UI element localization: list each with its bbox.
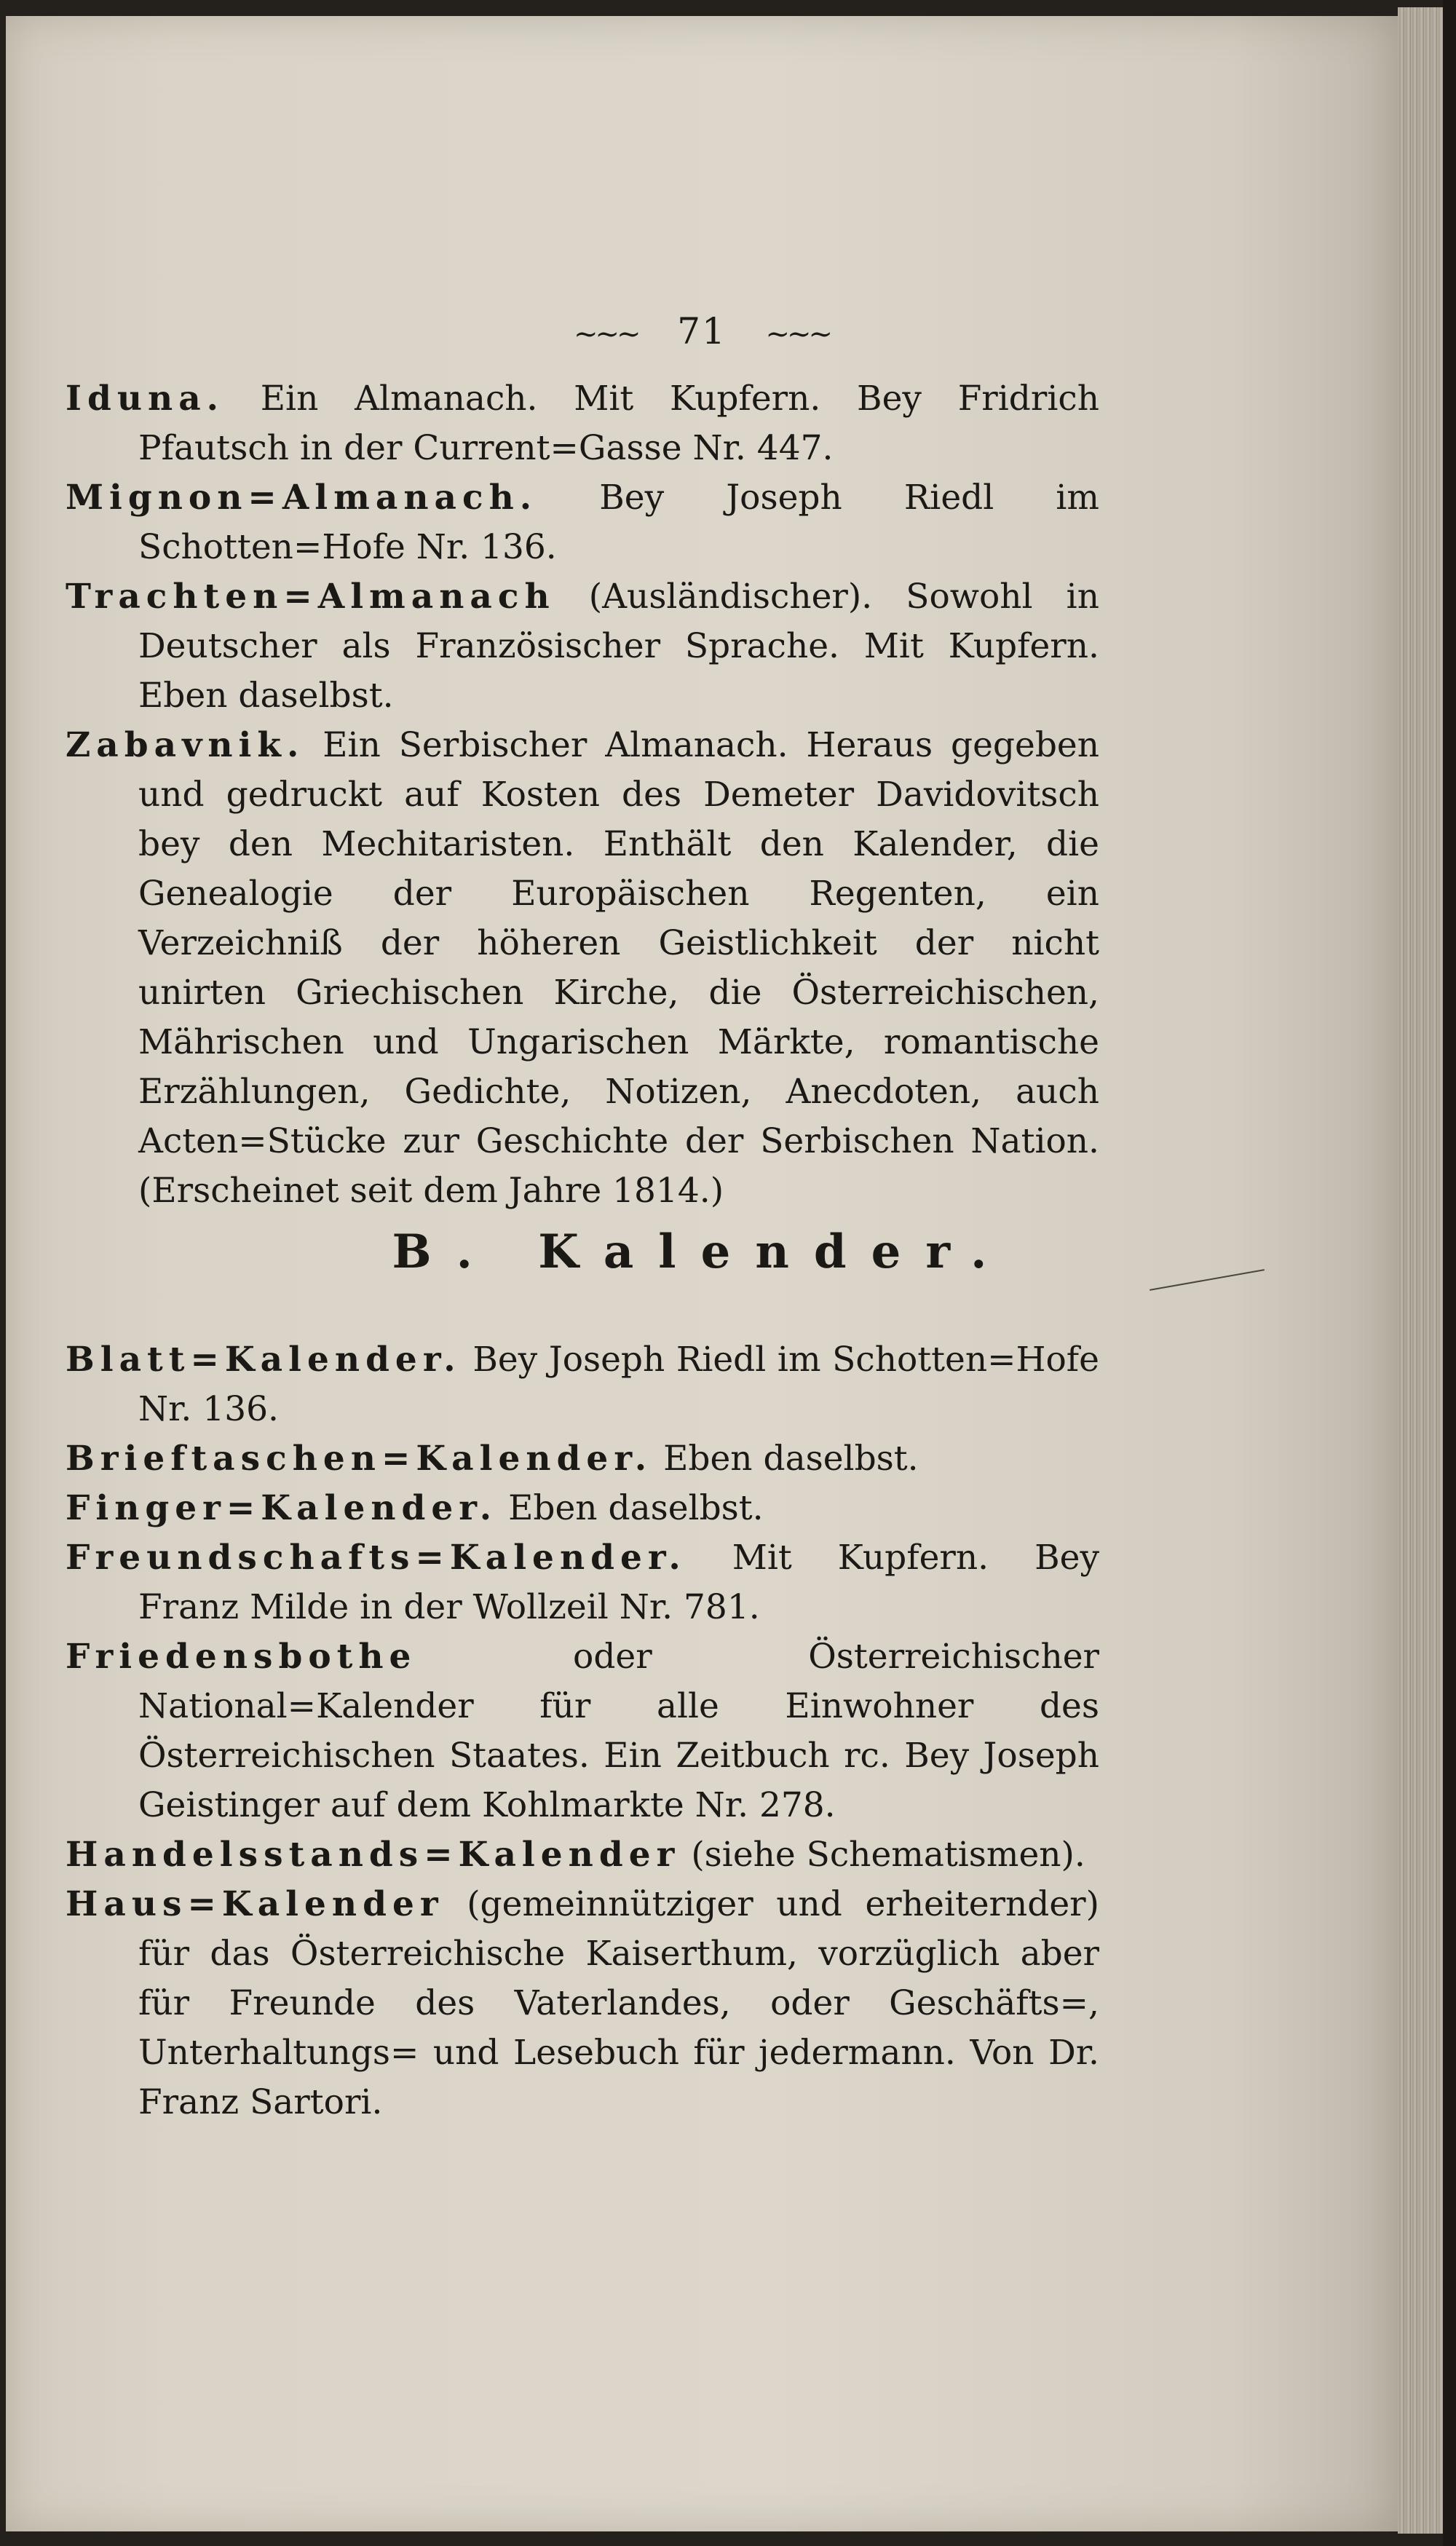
list-item: Mignon=Almanach. Bey Joseph Riedl im Schotten=Hofe Nr. 136. — [66, 478, 1099, 567]
list-item: Iduna. Ein Almanach. Mit Kupfern. Bey Fridrich Pfautsch in der Current=Gasse Nr. 447. — [66, 379, 1099, 468]
header-ornament-right: ~~~ — [765, 317, 831, 351]
section-heading: B. Kalender. — [392, 1225, 1012, 1279]
page-edges — [1398, 7, 1443, 2534]
list-item: Haus=Kalender (gemeinnütziger und erheiternder) für das Österreichische Kaiserthum, vorzüglich aber für Freunde des Vaterlandes, oder Geschäfts=, Unterhaltungs= und Lesebuch für jedermann. Von Dr. Franz Sartori. — [66, 1884, 1099, 2122]
list-item: Zabavnik. Ein Serbischer Almanach. Heraus gegeben und gedruckt auf Kosten des Demeter Davidovitsch bey den Mechitaristen. Enthält den Kalender, die Genealogie der Europäischen Regenten, ein Verzeichniß der höheren Geistlichkeit der nicht unirten Griechischen Kirche, die Österreichischen, Mährischen und Ungarischen Märkte, romantische Erzählungen, Gedichte, Notizen, Anecdoten, auch Acten=Stücke zur Geschichte der Serbischen Nation. (Erscheinet seit dem Jahre 1814.) — [66, 725, 1099, 1211]
list-item: Friedensbothe oder Österreichischer National=Kalender für alle Einwohner des Österreichischen Staates. Ein Zeitbuch rc. Bey Joseph Geistinger auf dem Kohlmarkte Nr. 278. — [66, 1637, 1099, 1825]
list-item: Trachten=Almanach (Ausländischer). Sowohl in Deutscher als Französischer Sprache. Mit Kupfern. Eben daselbst. — [66, 577, 1099, 716]
almanac-list — [66, 374, 1099, 1216]
kalender-list — [66, 1335, 1099, 2127]
page-header — [6, 310, 1398, 352]
list-item: Handelsstands=Kalender (siehe Schematismen). — [66, 1835, 1085, 1875]
book-spine — [1443, 0, 1456, 2546]
list-item: Brieftaschen=Kalender. Eben daselbst. — [66, 1439, 919, 1479]
book-page — [6, 16, 1398, 2531]
page-number: 71 — [677, 310, 727, 352]
list-item: Finger=Kalender. Eben daselbst. — [66, 1488, 764, 1528]
header-ornament-left: ~~~ — [573, 317, 638, 351]
list-item: Blatt=Kalender. Bey Joseph Riedl im Schotten=Hofe Nr. 136. — [66, 1340, 1099, 1429]
list-item: Freundschafts=Kalender. Mit Kupfern. Bey Franz Milde in der Wollzeil Nr. 781. — [66, 1538, 1099, 1627]
